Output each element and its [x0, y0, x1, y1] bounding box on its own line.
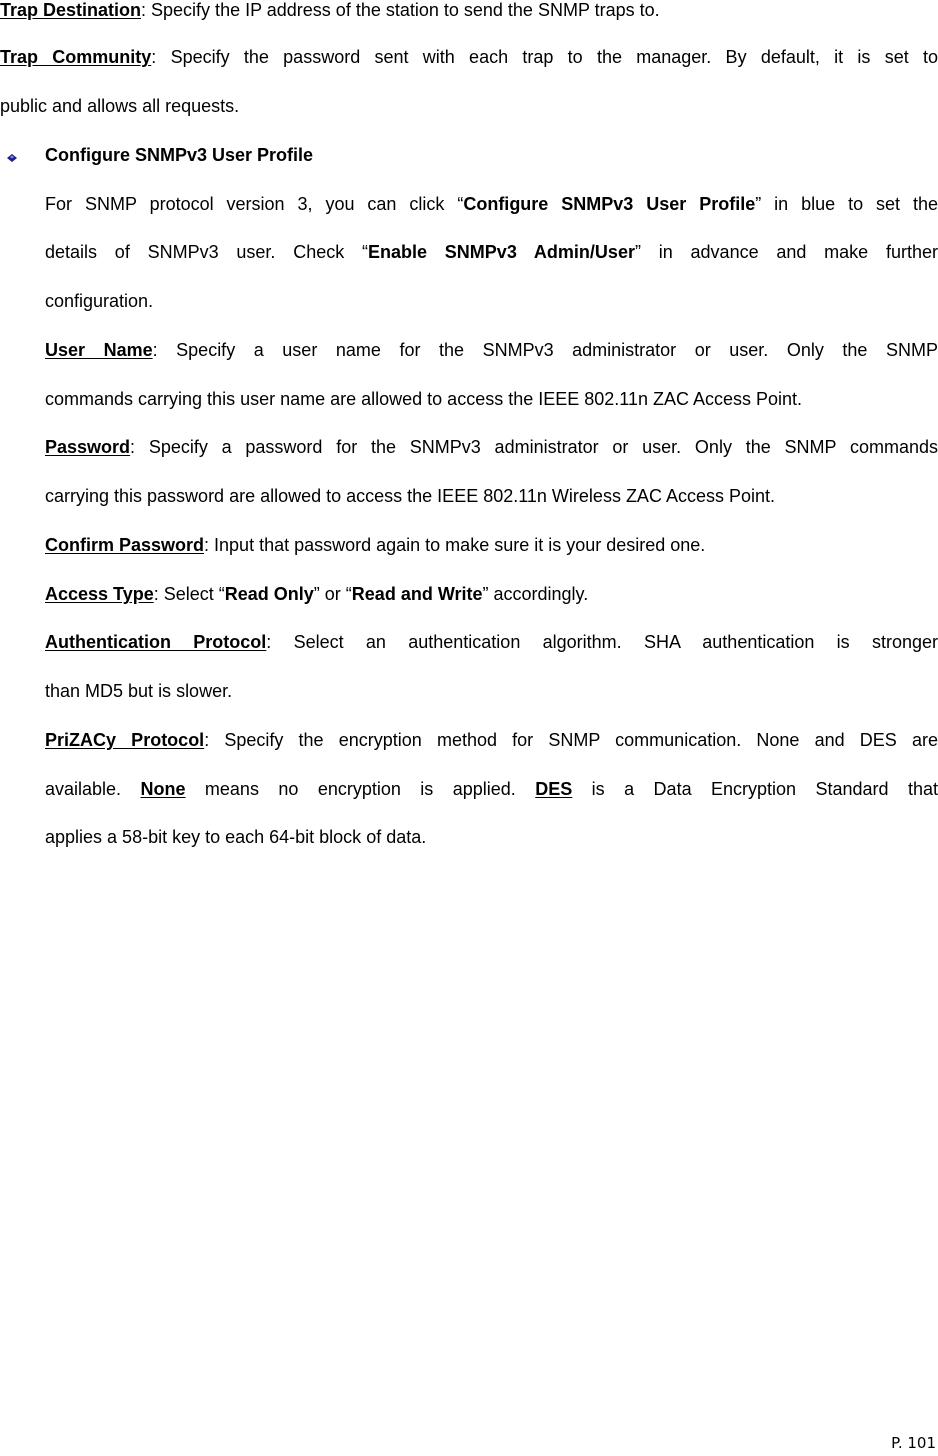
privacy-text: available.	[45, 779, 141, 799]
access-type-text: ” or “	[313, 584, 352, 604]
snmpv3-heading: Configure SNMPv3 User Profile	[45, 145, 314, 165]
access-type-paragraph	[45, 582, 938, 606]
confirm-password-term: Confirm Password	[45, 535, 205, 555]
trap-destination-term: Trap Destination	[0, 0, 142, 20]
privacy-protocol-term: PriZACy Protocol	[45, 730, 205, 750]
trap-destination-paragraph	[0, 0, 938, 22]
intro-text: For SNMP protocol version 3, you can click “	[45, 194, 464, 214]
snmpv3-intro-line2	[45, 240, 938, 264]
access-type-text: : Select “	[153, 584, 225, 604]
configure-snmpv3-link-text: Configure SNMPv3 User Profile	[463, 194, 756, 214]
user-name-line1	[45, 338, 938, 362]
snmpv3-intro-line1	[45, 192, 938, 216]
read-write-option: Read and Write	[351, 584, 483, 604]
privacy-protocol-desc: : Specify the encryption method for SNMP communication. None and DES are	[204, 730, 938, 750]
snmpv3-intro-line3: configuration.	[45, 291, 154, 311]
page-number: P. 101	[891, 1434, 936, 1452]
none-term: None	[140, 779, 186, 799]
trap-community-line2: public and allows all requests.	[0, 96, 240, 116]
des-term: DES	[535, 779, 573, 799]
auth-protocol-term: Authentication Protocol	[45, 632, 267, 652]
privacy-text: means no encryption is applied.	[185, 779, 536, 799]
access-type-term: Access Type	[45, 584, 154, 604]
password-line1	[45, 435, 938, 459]
password-line2: carrying this password are allowed to access the IEEE 802.11n Wireless ZAC Access Point.	[45, 486, 775, 506]
confirm-password-desc: : Input that password again to make sure it is your desired one.	[204, 535, 706, 555]
password-term: Password	[45, 437, 131, 457]
intro-text: ” in blue to set the	[755, 194, 938, 214]
privacy-protocol-line1	[45, 728, 938, 752]
trap-community-line1	[0, 45, 938, 69]
trap-community-term: Trap Community	[0, 47, 152, 67]
password-desc: : Specify a password for the SNMPv3 administrator or user. Only the SNMP commands	[130, 437, 938, 457]
user-name-line2: commands carrying this user name are allowed to access the IEEE 802.11n ZAC Access Point.	[45, 389, 803, 409]
trap-community-desc-1: : Specify the password sent with each trap to the manager. By default, it is set to	[151, 47, 938, 67]
intro-text: details of SNMPv3 user. Check “	[45, 242, 368, 262]
user-name-desc: : Specify a user name for the SNMPv3 administrator or user. Only the SNMP	[152, 340, 938, 360]
intro-text: ” in advance and make further	[634, 242, 938, 262]
trap-destination-desc: : Specify the IP address of the station to send the SNMP traps to.	[141, 0, 660, 20]
auth-protocol-line1	[45, 630, 938, 654]
access-type-text: ” accordingly.	[482, 584, 589, 604]
confirm-password-paragraph	[45, 533, 938, 557]
privacy-text: is a Data Encryption Standard that	[572, 779, 938, 799]
user-name-term: User Name	[45, 340, 153, 360]
privacy-protocol-line2	[45, 777, 938, 801]
auth-protocol-line2: than MD5 but is slower.	[45, 681, 233, 701]
auth-protocol-desc: : Select an authentication algorithm. SHA authentication is stronger	[266, 632, 938, 652]
read-only-option: Read Only	[224, 584, 314, 604]
privacy-protocol-line3: applies a 58-bit key to each 64-bit block of data.	[45, 827, 427, 847]
diamond-bullet-icon	[6, 152, 18, 164]
enable-snmpv3-option-text: Enable SNMPv3 Admin/User	[368, 242, 635, 262]
